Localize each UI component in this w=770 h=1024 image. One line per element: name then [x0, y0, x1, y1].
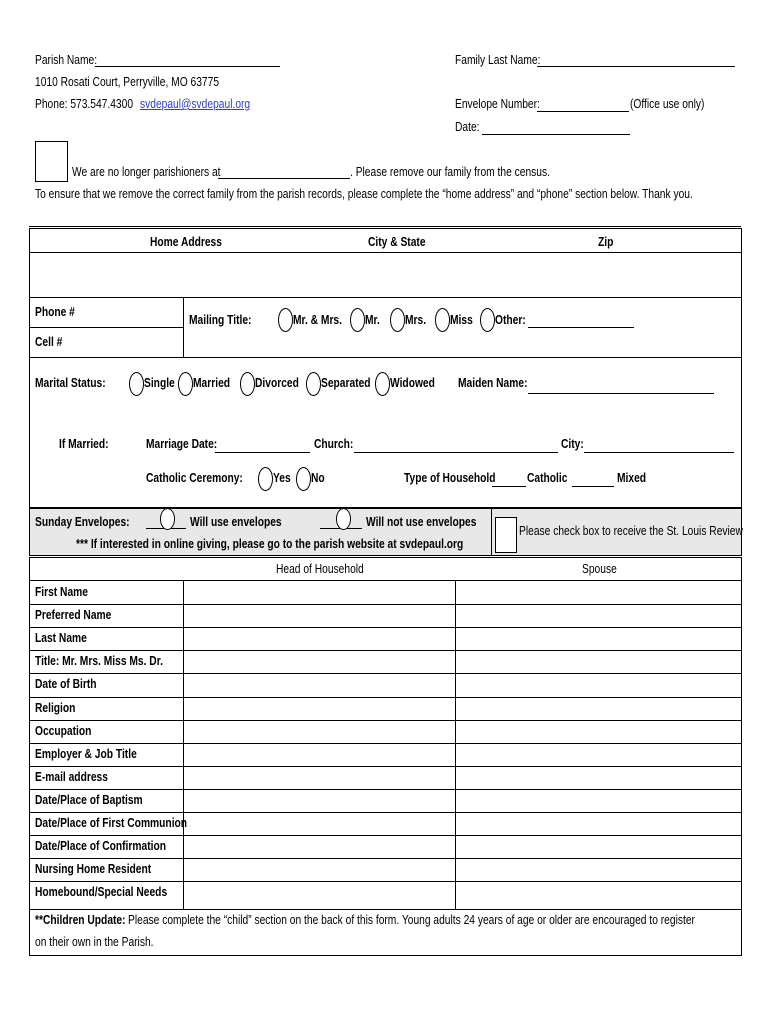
spouse-cell[interactable]: [456, 835, 740, 857]
head-of-household-cell[interactable]: [184, 743, 454, 765]
parish-name-label: Parish Name:: [35, 53, 98, 67]
online-giving-note: *** If interested in online giving, please go to the parish website at svdepaul.org: [76, 537, 464, 551]
widowed-radio[interactable]: [375, 372, 390, 396]
head-of-household-cell[interactable]: [184, 766, 454, 788]
member-row-label: Homebound/Special Needs: [35, 885, 168, 900]
married-radio[interactable]: [178, 372, 193, 396]
head-of-household-cell[interactable]: [184, 673, 454, 695]
head-of-household-cell[interactable]: [184, 720, 454, 742]
address-input-row[interactable]: [35, 258, 735, 292]
divorced-radio[interactable]: [240, 372, 255, 396]
divorced-option: Divorced: [255, 376, 299, 390]
marital-status-label: Marital Status:: [35, 376, 106, 390]
member-row-label: Last Name: [35, 631, 87, 646]
spouse-cell[interactable]: [456, 789, 740, 811]
catholic-ceremony-label: Catholic Ceremony:: [146, 471, 243, 485]
notice-line1a: We are no longer parishioners at: [72, 165, 221, 179]
spouse-cell[interactable]: [456, 766, 740, 788]
if-married-label: If Married:: [59, 437, 109, 451]
member-row-label: Preferred Name: [35, 608, 112, 623]
member-row-label: Date of Birth: [35, 677, 97, 692]
member-row-label: Religion: [35, 700, 76, 715]
children-update-text: Please complete the “child” section on the back of this form. Young adults 24 years of age or older are encouraged to register: [128, 913, 695, 927]
mr-radio[interactable]: [350, 308, 365, 332]
ceremony-no-radio[interactable]: [296, 467, 311, 491]
parish-phone: Phone: 573.547.4300: [35, 97, 134, 111]
catholic-household-field[interactable]: [492, 486, 526, 487]
single-radio[interactable]: [129, 372, 144, 396]
notice-line2: To ensure that we remove the correct family from the parish records, please complete the “home address” and “phone” section below. Thank you.: [35, 187, 693, 201]
head-of-household-cell[interactable]: [184, 604, 454, 626]
spouse-cell[interactable]: [456, 650, 740, 672]
other-title-field[interactable]: [528, 327, 634, 328]
phone-label: Phone #: [35, 305, 75, 319]
sunday-envelopes-label: Sunday Envelopes:: [35, 515, 130, 529]
head-of-household-cell[interactable]: [184, 627, 454, 649]
spouse-cell[interactable]: [456, 743, 740, 765]
head-of-household-cell[interactable]: [184, 581, 454, 603]
divider: [29, 909, 741, 910]
will-not-use-radio[interactable]: [336, 508, 351, 530]
mr-mrs-radio[interactable]: [278, 308, 293, 332]
spouse-cell[interactable]: [456, 697, 740, 719]
separated-radio[interactable]: [306, 372, 321, 396]
member-row-label: E-mail address: [35, 769, 108, 784]
city-label: City:: [561, 437, 584, 451]
ceremony-no-option: No: [311, 471, 325, 485]
divider: [29, 252, 741, 253]
will-use-radio[interactable]: [160, 508, 175, 530]
catholic-household-option: Catholic: [527, 471, 568, 485]
head-of-household-cell[interactable]: [184, 835, 454, 857]
mr-mrs-option: Mr. & Mrs.: [293, 313, 342, 327]
head-of-household-cell[interactable]: [184, 697, 454, 719]
miss-option: Miss: [450, 313, 473, 327]
office-use-note: (Office use only): [630, 97, 705, 111]
divider: [29, 357, 741, 358]
spouse-cell[interactable]: [456, 627, 740, 649]
head-of-household-cell[interactable]: [184, 881, 454, 903]
zip-header: Zip: [598, 235, 614, 249]
spouse-cell[interactable]: [456, 673, 740, 695]
mrs-option: Mrs.: [405, 313, 427, 327]
spouse-cell[interactable]: [456, 604, 740, 626]
maiden-name-label: Maiden Name:: [458, 376, 528, 390]
mailing-title-label: Mailing Title:: [189, 313, 252, 327]
children-update-text-2: on their own in the Parish.: [35, 935, 154, 949]
children-update-label: **Children Update:: [35, 913, 126, 927]
home-address-header: Home Address: [150, 235, 222, 249]
head-of-household-cell[interactable]: [184, 650, 454, 672]
former-parish-field[interactable]: [218, 178, 350, 179]
member-row-label: Occupation: [35, 723, 92, 738]
married-option: Married: [193, 376, 231, 390]
divider: [183, 297, 184, 357]
marriage-date-label: Marriage Date:: [146, 437, 218, 451]
church-field[interactable]: [354, 452, 558, 453]
date-field[interactable]: [482, 134, 630, 135]
family-last-name-field[interactable]: [537, 66, 735, 67]
other-option: Other:: [495, 313, 526, 327]
member-row-label: First Name: [35, 585, 88, 599]
mixed-household-option: Mixed: [617, 471, 647, 485]
marriage-city-field[interactable]: [584, 452, 734, 453]
ceremony-yes-radio[interactable]: [258, 467, 273, 491]
member-row-label: Employer & Job Title: [35, 746, 137, 761]
member-row-label: Title: Mr. Mrs. Miss Ms. Dr.: [35, 654, 163, 669]
miss-radio[interactable]: [435, 308, 450, 332]
maiden-name-field[interactable]: [528, 393, 714, 394]
family-last-name-label: Family Last Name:: [455, 53, 541, 67]
spouse-cell[interactable]: [456, 720, 740, 742]
mixed-household-field[interactable]: [572, 486, 614, 487]
top-double-rule: [29, 226, 741, 227]
head-of-household-cell[interactable]: [184, 858, 454, 880]
separated-option: Separated: [321, 376, 371, 390]
spouse-cell[interactable]: [456, 581, 740, 603]
remove-family-checkbox[interactable]: [35, 141, 68, 182]
spouse-cell[interactable]: [456, 858, 740, 880]
head-of-household-cell[interactable]: [184, 812, 454, 834]
head-of-household-header: Head of Household: [276, 562, 364, 576]
cell-label: Cell #: [35, 335, 63, 349]
member-row-label: Nursing Home Resident: [35, 862, 152, 877]
household-type-label: Type of Household: [404, 471, 496, 485]
member-row-label: Date/Place of First Communion: [35, 816, 188, 830]
mrs-radio[interactable]: [390, 308, 405, 332]
spouse-cell[interactable]: [456, 881, 740, 903]
widowed-option: Widowed: [390, 376, 435, 390]
spouse-cell[interactable]: [456, 812, 740, 834]
will-not-use-option: Will not use envelopes: [366, 515, 477, 529]
parish-address: 1010 Rosati Court, Perryville, MO 63775: [35, 75, 220, 89]
spouse-header: Spouse: [582, 562, 617, 576]
member-row-label: Date/Place of Baptism: [35, 792, 143, 807]
head-of-household-cell[interactable]: [184, 789, 454, 811]
ceremony-yes-option: Yes: [273, 471, 291, 485]
st-louis-review-checkbox[interactable]: [495, 517, 517, 553]
divider: [491, 508, 492, 555]
notice-line1b: . Please remove our family from the census.: [350, 165, 550, 179]
divider: [29, 297, 741, 298]
single-option: Single: [144, 376, 175, 390]
will-use-option: Will use envelopes: [190, 515, 282, 529]
member-row-label: Date/Place of Confirmation: [35, 839, 166, 854]
city-state-header: City & State: [368, 235, 426, 249]
envelope-number-field[interactable]: [537, 111, 629, 112]
marriage-date-field[interactable]: [215, 452, 310, 453]
parish-name-field[interactable]: [95, 66, 280, 67]
date-label: Date:: [455, 120, 480, 134]
other-radio[interactable]: [480, 308, 495, 332]
st-louis-review-label: Please check box to receive the St. Louis Review: [519, 524, 743, 538]
phone-field[interactable]: [29, 327, 183, 328]
envelope-number-label: Envelope Number:: [455, 97, 540, 111]
church-label: Church:: [314, 437, 354, 451]
parish-email-link[interactable]: svdepaul@svdepaul.org: [140, 97, 251, 111]
mr-option: Mr.: [365, 313, 380, 327]
